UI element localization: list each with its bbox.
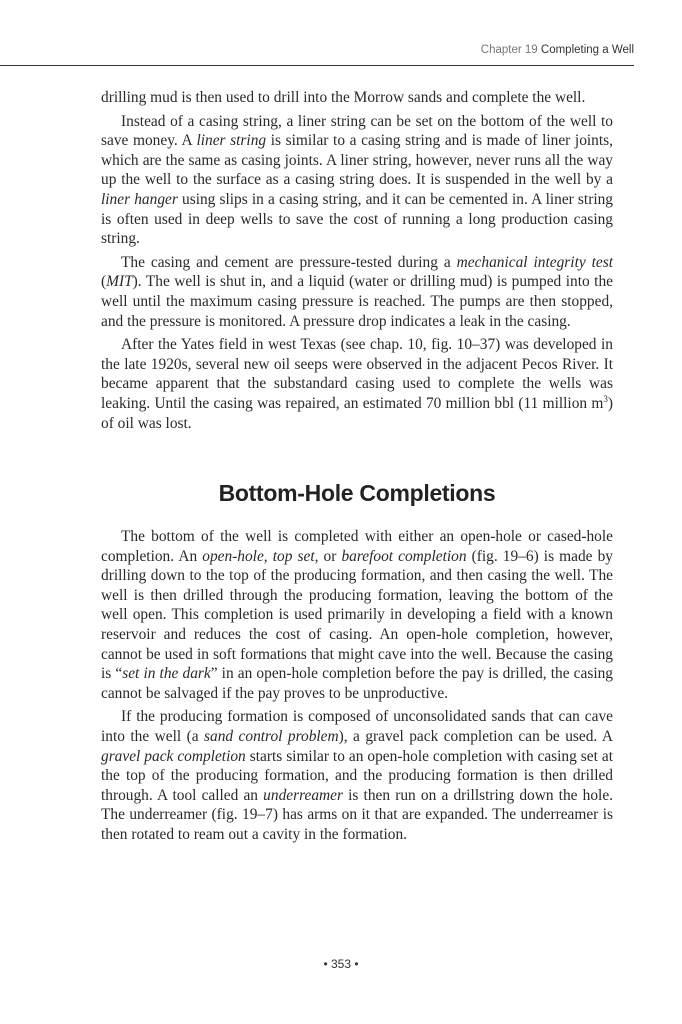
text-run: using slips in a casing string, and it can be cemented in. A liner string is often used in deep wells to save the cost of running a long production casing string. — [101, 190, 613, 248]
text-run: or — [318, 547, 342, 565]
paragraph — [101, 335, 613, 433]
page-body — [101, 88, 613, 849]
paragraphs-top — [101, 88, 613, 433]
text-run: ” in an open-hole completion before the pay is drilled, the casing cannot be salvaged if the pay proves to be unproductive. — [101, 665, 613, 702]
running-header — [481, 44, 634, 56]
text-run: Instead of a casing string, a liner string can be set on the bottom of the well to save money. A — [101, 112, 613, 150]
header-rule — [0, 65, 634, 66]
header-title: Completing a Well — [540, 44, 634, 56]
text-run: is similar to a casing string and is made of liner joints, which are the same as casing joints. A liner string, however, never runs all the way up the well to the surface as a casing string does. It is suspended in the well by a — [101, 132, 613, 189]
italic-term: barefoot completion — [341, 547, 467, 565]
italic-term: set in the dark — [122, 665, 211, 683]
italic-term: MIT — [106, 273, 133, 291]
paragraph — [101, 253, 613, 331]
paragraph — [101, 88, 613, 108]
paragraph — [101, 527, 613, 703]
italic-term: mechanical integrity test — [456, 253, 614, 271]
header-chapter: Chapter 19 — [480, 44, 538, 56]
paragraph — [101, 112, 613, 249]
text-run: The bottom of the well is completed with either an open-hole or cased-hole completion. An — [101, 528, 613, 565]
italic-term: open-hole, top set, — [202, 547, 319, 565]
italic-term: liner string — [196, 132, 267, 150]
text-run: starts similar to an open-hole completion with casing set at the top of the producing formation, and the producing formation is then drilled through. A tool called an — [101, 747, 614, 804]
paragraphs-bottom — [101, 527, 613, 845]
superscript: 3 — [603, 393, 608, 404]
text-run: The casing and cement are pressure-tested during a — [121, 253, 457, 271]
text-run: ), a gravel pack completion can be used. A — [338, 728, 613, 746]
text-run: is then run on a drillstring down the hole. The underreamer (fig. 19–7) has arms on it that are expanded. The underreamer is then rotated to ream out a cavity in the formation. — [101, 786, 613, 843]
italic-term: sand control problem — [204, 728, 339, 746]
italic-term: underreamer — [263, 786, 343, 804]
text-run: ) of oil was lost. — [101, 394, 613, 432]
section-heading: Bottom-Hole Completions — [218, 480, 496, 507]
text-run: ( — [101, 273, 107, 291]
italic-term: liner hanger — [101, 190, 178, 208]
paragraph — [101, 707, 613, 844]
italic-term: gravel pack completion — [101, 747, 246, 765]
text-run: ). The well is shut in, and a liquid (water or drilling mud) is pumped into the well until the maximum casing pressure is reached. The pumps are then stopped, and the pressure is monitored. A pressure drop indicates a leak in the casing. — [101, 273, 613, 330]
text-run: drilling mud is then used to drill into the Morrow sands and complete the well. — [101, 89, 586, 106]
text-run: (fig. 19–6) is made by drilling down to the top of the producing formation, and then casing the well. The well is then drilled through the producing formation, leaving the bottom of the well open. This completion is used primarily in developing a field with a known reservoir and reduces the cost of casing. An open-hole completion, however, cannot be used in soft formations that might cave into the well. Because the casing is “ — [101, 547, 613, 683]
text-run: After the Yates field in west Texas (see chap. 10, fig. 10–37) was developed in the late 1920s, several new oil seeps were observed in the adjacent Pecos River. It became apparent that the substandard casing used to complete the wells was leaking. Until the casing was repaired, an estimated 70 million bbl (11 million m — [101, 336, 613, 412]
page-number: • 353 • — [323, 957, 359, 971]
text-run: If the producing formation is composed of unconsolidated sands that can cave into the well (a — [101, 708, 613, 746]
